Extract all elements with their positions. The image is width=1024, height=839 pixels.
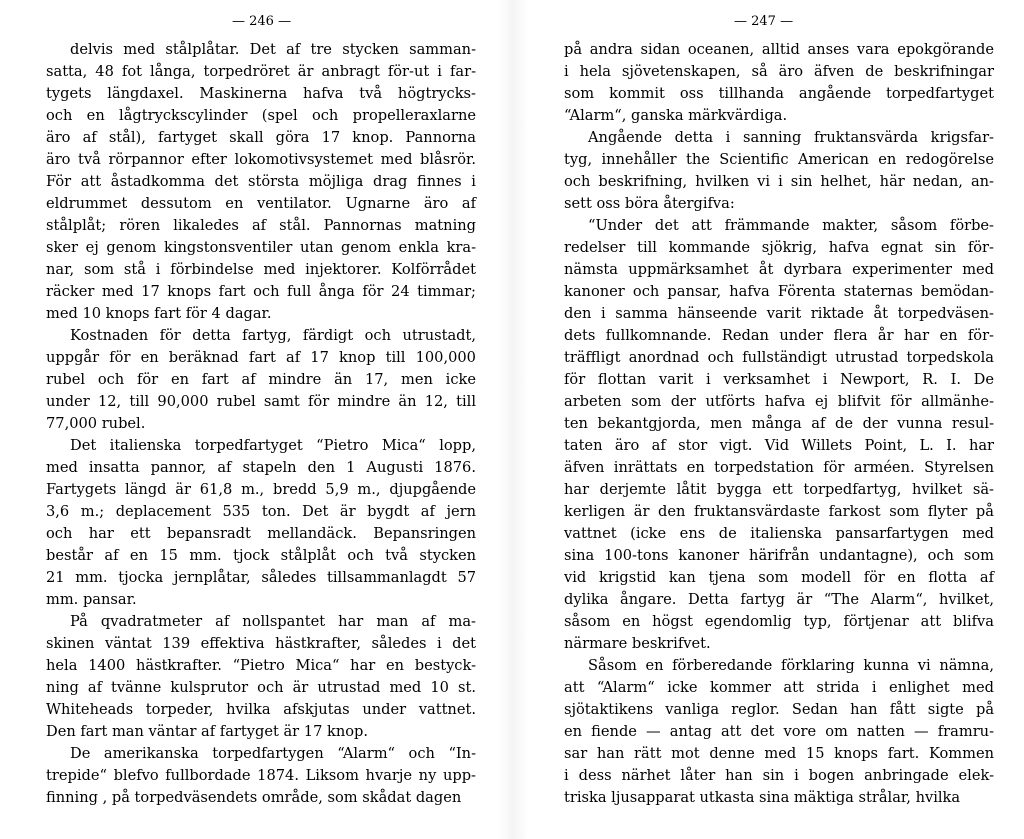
text-line: mm. pansar. — [46, 591, 137, 608]
text-line: i dess närhet låter han sin i bogen anbringade elek- — [564, 767, 994, 784]
text-line: den i samma hänseende varit riktade åt torpedväsen- — [564, 305, 994, 322]
text-line: och beskrifning, hvilken vi i sin helhet, här nedan, an- — [564, 173, 994, 190]
text-line: delvis med stålplåtar. Det af tre stycken samman- — [70, 41, 477, 58]
text-line: träffligt anordnad och fullständigt utrustad torpedskola — [564, 349, 994, 366]
text-line: rubel och för en fart af mindre än 17, men icke — [46, 371, 476, 388]
text-line: ten bekantgjorda, men många af de der vunna resul- — [564, 415, 995, 432]
text-line: att “Alarm“ icke kommer att strida i enlighet med — [564, 679, 994, 696]
text-line: vattnet (icke ens de italienska pansarfartygen med — [564, 525, 995, 542]
text-line: sina 100-tons kanoner härifrån undantagne), och som — [564, 547, 994, 564]
text-line: äro af stål), fartyget skall göra 17 knop. Pannorna — [46, 129, 476, 146]
text-line: räcker med 17 knops fart och full ånga för 24 timmar; — [46, 283, 476, 300]
text-line: Whiteheads torpeder, hvilka afskjutas under vattnet. — [46, 701, 476, 718]
text-line: sar han rätt mot denne med 15 knops fart. Kommen — [564, 745, 995, 762]
page-text — [46, 39, 476, 809]
text-line: kerligen är den fruktansvärdaste farkost som flyter på — [564, 503, 994, 520]
text-line: sett oss böra återgifva: — [564, 195, 735, 212]
text-line: som kommit oss tillhanda angående torpedfartyget — [564, 85, 995, 102]
text-line: ning af tvänne kulsprutor och är utrustad med 10 st. — [46, 679, 476, 696]
text-line: satta, 48 fot långa, torpedröret är anbragt för-ut i far- — [46, 63, 476, 80]
page-number: — 246 — — [232, 14, 292, 29]
text-line: och har ett bepansradt mellandäck. Bepansringen — [46, 525, 477, 542]
text-line: Kostnaden för detta fartyg, färdigt och utrustadt, — [70, 327, 476, 344]
text-line: med insatta pannor, af stapeln den 1 Augusti 1876. — [46, 459, 476, 476]
text-line: för flottan varit i verksamhet i Newport, R. I. De — [564, 371, 995, 388]
text-line: arbeten som der utförts hafva ej blifvit för allmänhe- — [564, 393, 995, 410]
text-line: har derjemte låtit bygga ett torpedfartyg, hvilket sä- — [564, 481, 994, 498]
text-line: hela 1400 hästkrafter. “Pietro Mica“ har en bestyck- — [46, 657, 476, 674]
text-line: Såsom en förberedande förklaring kunna vi nämna, — [588, 657, 995, 674]
text-line: äfven inrättats en torpedstation för arméen. Styrelsen — [564, 459, 995, 476]
text-line: Fartygets längd är 61,8 m., bredd 5,9 m., djupgående — [46, 481, 477, 498]
text-line: sker ej genom kingstonsventiler utan genom enkla kra- — [46, 239, 477, 256]
text-line: “Under det att främmande makter, såsom förbe- — [588, 217, 994, 234]
text-line: i hela sjövetenskapen, så äro äfven de beskrifningar — [564, 63, 994, 80]
text-line: en fiende — antag att det vore om natten — framru- — [564, 723, 994, 740]
text-line: sjötaktikens vanliga reglor. Sedan han fått sigte på — [564, 701, 995, 718]
text-line: Den fart man väntar af fartyget är 17 knop. — [46, 723, 369, 740]
text-line: skinen väntat 139 effektiva hästkrafter, således i det — [46, 635, 477, 652]
text-line: dets fullkomnande. Redan under flera år har en för- — [564, 327, 994, 344]
text-line: nar, som stå i förbindelse med injektorer. Kolförrådet — [46, 261, 476, 278]
text-line: 3,6 m.; deplacement 535 ton. Det är bygdt af jern — [46, 503, 476, 520]
page-number: — 247 — — [734, 14, 794, 29]
text-line: För att åstadkomma det största möjliga drag finnes i — [46, 173, 476, 190]
text-line: närmare beskrifvet. — [564, 635, 711, 652]
text-line: eldrummet dessutom en ventilator. Ugnarne äro af — [46, 195, 477, 212]
text-line: uppgår för en beräknad fart af 17 knop till 100,000 — [46, 349, 476, 366]
text-line: består af en 15 mm. tjock stålplåt och två stycken — [46, 547, 477, 564]
text-line: “Alarm“, ganska märkvärdiga. — [564, 107, 788, 124]
text-line: triska ljusapparat utkasta sina mäktiga strålar, hvilka — [564, 789, 961, 806]
text-line: äro två rörpannor efter lokomotivsystemet med blåsrör. — [46, 151, 477, 168]
text-line: trepide“ blefvo fullbordade 1874. Liksom hvarje ny upp- — [46, 767, 476, 784]
text-line: såsom en högst egendomlig typ, förtjenar att blifva — [564, 613, 994, 630]
text-line: redelser till kommande sjökrig, hafva egnat sin för- — [564, 239, 994, 256]
page-text — [564, 39, 994, 809]
text-line: 21 mm. tjocka jernplåtar, således tillsammanlagdt 57 — [46, 569, 477, 586]
text-line: vid krigstid kan tjena som modell för en flotta af — [564, 569, 995, 586]
right-page — [512, 0, 1024, 839]
text-line: Det italienska torpedfartyget “Pietro Mica“ lopp, — [70, 437, 476, 454]
text-line: tygets längdaxel. Maskinerna hafva två högtrycks- — [46, 85, 476, 102]
text-line: stålplåt; rören likaledes af stål. Pannornas matning — [46, 217, 476, 234]
text-line: nämsta uppmärksamhet åt dyrbara experimenter med — [564, 261, 995, 278]
text-line: dylika ångare. Detta fartyg är “The Alarm“, hvilket, — [564, 591, 994, 608]
text-line: med 10 knops fart för 4 dagar. — [46, 305, 272, 322]
text-line: Angående detta i sanning fruktansvärda krigsfar- — [588, 129, 994, 146]
text-line: 77,000 rubel. — [46, 415, 146, 432]
text-line: på andra sidan oceanen, alltid anses vara epokgörande — [564, 41, 994, 58]
text-line: På qvadratmeter af nollspantet har man af ma- — [70, 613, 476, 630]
text-line: taten äro af stor vigt. Vid Willets Point, L. I. har — [564, 437, 995, 454]
text-line: och en lågtryckscylinder (spel och propelleraxlarne — [46, 107, 476, 124]
text-line: tyg, innehåller the Scientific American en redogörelse — [564, 151, 994, 168]
text-line: finning , på torpedväsendets område, som skådat dagen — [46, 789, 462, 806]
text-line: under 12, till 90,000 rubel samt för mindre än 12, till — [46, 393, 476, 410]
text-line: kanoner och pansar, hafva Förenta staternas bemödan- — [564, 283, 994, 300]
text-line: De amerikanska torpedfartygen “Alarm“ och “In- — [70, 745, 477, 762]
